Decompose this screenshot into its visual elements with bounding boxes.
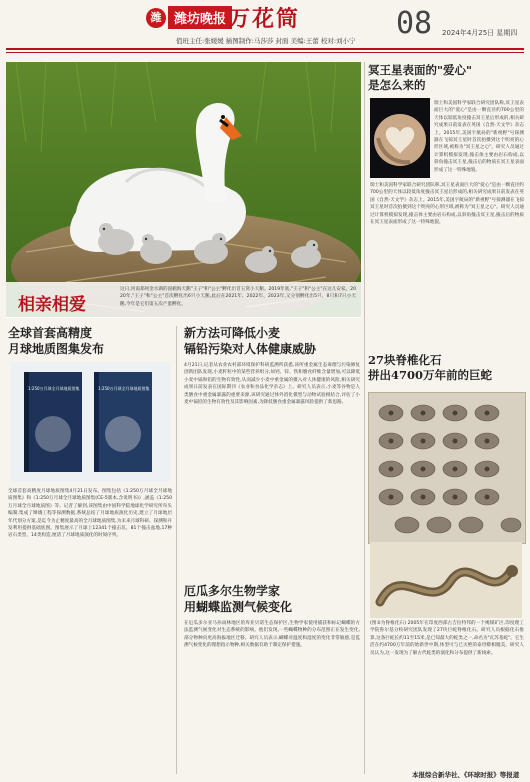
giant-snake-illustration <box>370 542 522 618</box>
swan-photo <box>6 62 361 317</box>
book-title: 1:250万月球全月球地质图集 <box>98 386 150 391</box>
headline-line: 月球地质图集发布 <box>8 342 105 356</box>
page-number: 08 <box>396 6 433 41</box>
photo-caption-text: 这日,河南郑州金水湖的国鹤海天鹅"王子"和"公主"孵化出首五窝小天鹅。2019年底,"王子"和"公主"在这儿安家。2020年,"王子"和"公主"首次孵化出6只小天鹅,此后在2021年、2022年、2023年,又分别孵化出5只、8只和7只小天鹅,今年是它们第五次产蛋孵化。 <box>120 287 356 307</box>
headline-line: 用蝴蝶监测气候变化 <box>184 600 293 614</box>
section-title: 万花筒 <box>228 6 301 32</box>
article-body-pluto-heart-intro: 瑞士和美国科学家联合研究团队称,冥王星表面巨大的"爱心"是由一颗直径约700公里的天体以较低角度撞击冥王星后形成的,相关研究成果日前发表在英国《自然·天文学》杂志上。2015年,美国宇航局的"新视野"号探测器在飞掠冥王星时首次拍摄到这个明亮的心形区域,被称为"冥王星之心"。研究人员通过计算机模拟发现,撞击体主要由岩石构成,以斜角撞击冥王星,撞击后的物质在冥王星表面形成了这一特殊地貌。 <box>434 101 524 173</box>
book-title: 1:250万月球全月球地质图集 <box>28 386 80 391</box>
pluto-image <box>370 98 430 178</box>
swan-photo-illustration <box>6 62 361 317</box>
newspaper-name: 潍坊晚报 <box>168 6 232 29</box>
masthead <box>0 0 530 58</box>
headline-line: 27块脊椎化石 <box>368 353 442 367</box>
staff-credits: 值班主任:张媛媛 插图制作:马莎莎 封面 美编:王蕾 校对:刘小宁 <box>176 37 356 45</box>
newspaper-logo-icon: 潍 <box>146 8 166 28</box>
book-covers <box>10 362 170 482</box>
article-body-pluto-heart: 瑞士和美国科学家联合研究团队称,冥王星表面巨大的"爱心"是由一颗直径约700公里的天体以较低角度撞击冥王星后形成的,相关研究成果日前发表在英国《自然·天文学》杂志上。2015年,美国宇航局的"新视野"号探测器在飞掠冥王星时首次拍摄到这个明亮的心形区域,被称为"冥王星之心"。研究人员通过计算机模拟发现,撞击体主要由岩石构成,以斜角撞击冥王星,撞击后的物质在冥王星表面形成了这一特殊地貌。 <box>370 183 524 226</box>
source-note: 本报综合新华社、《环球时报》等报道 <box>412 771 520 779</box>
article-body-giant-snake <box>370 620 524 768</box>
vertebra-fossils-photo <box>368 392 526 544</box>
headline-line: 全球首套高精度 <box>8 326 93 340</box>
headline-line: 冥王星表面的"爱心" <box>368 63 472 77</box>
header-divider <box>6 48 524 50</box>
issue-date: 2024年4月25日 星期四 <box>442 29 518 37</box>
header-divider-thin <box>6 52 524 53</box>
headline-line: 是怎么来的 <box>368 78 426 92</box>
article-body-lunar-atlas: 全球首套高精度月球地质图集4月21日发布。图集包括《1:250万月球全月球地质图集》和《1:250万月球全月球地质图集(CE-5版本,含说明书)》,涵盖《1:250万月球全月球地质图》等。记者了解到,该图集由中国科学院地球化学研究所牵头编制,集成了嫦娥工程等探测数据,系统总结了月球地质演化历史,建立了月球地层年代划分方案,是迄今为止精度最高的全月球地质图集,为未来月球科研、探测和开发利用提供基础底图。图集展示了月球上12341个撞击坑、81个撞击盆地,17种岩石类型、14类构造,厘清了月球地质演化的时间序列。 <box>8 489 172 539</box>
headline-line: 拼出4700万年前的巨蛇 <box>368 368 493 382</box>
headline-wheat-cadmium <box>184 325 359 357</box>
column-divider <box>364 62 365 774</box>
headline-pluto-heart <box>368 63 528 93</box>
column-divider <box>176 326 177 774</box>
article-text: 2005年在印度西部古吉拉特邦的一个褐煤矿区,印度理工学院鲁尔基分校研究团队发现了27块巨蛇脊椎化石。研究人员根据化石推算,这条巨蛇长约11至15米,是已知最大的蛇类之一,命名为"瓦苏基蛇"。它生活在约4700万年前的始新世中期,体型可与已灭绝的泰坦蟒相媲美。研究人员认为,这一发现为了解古代蛇类的演化和分布提供了新线索。 <box>370 621 524 656</box>
headline-line: 镉铅污染对人体健康威胁 <box>184 342 317 356</box>
vertebra-fossils-illustration <box>369 393 525 543</box>
lunar-atlas-books-photo <box>10 362 170 482</box>
headline-line: 新方法可降低小麦 <box>184 326 281 340</box>
pluto-illustration <box>370 98 430 178</box>
headline-giant-snake <box>368 353 528 383</box>
headline-ecuador-butterflies <box>184 583 359 615</box>
photo-caption-title: 相亲相爱 <box>18 295 86 315</box>
headline-lunar-atlas <box>8 325 173 357</box>
snake-reconstruction <box>370 542 522 618</box>
article-body-wheat-cadmium: 4月21日,记者从农业农村部环境保护科研监测所获悉,该所重金属生态毒理与污染修复创新团队发现,小麦籽粒中的某些营养组分,如钙、锌、铁和膳食纤维含量增加,可以降低小麦中镉和铅的生物有效性,从而减少小麦中重金属的摄入对人体健康的风险,相关研究成果日前发表在国际期刊《农业和食品化学杂志》上。研究人员表示,小麦等谷物是人类膳食中重金属暴露的重要来源,该研究通过体外消化模型与动物试验相结合,评估了小麦中镉铅的生物有效性及其影响因素,为降低膳食重金属暴露风险提供了新思路。 <box>184 363 360 406</box>
article-body-ecuador-butterflies: 在厄瓜多尔亚马孙雨林地区的库亚贝诺生态保护区,生物学家使用捕获和标记蝴蝶的方法监测气候变化对生态系统的影响。他们发现,一些蝴蝶物种的分布范围正在发生变化,部分物种向更高海拔地区迁移。研究人员表示,蝴蝶对温度和湿度的变化非常敏感,是监测气候变化的理想指示物种,相关数据有助于制定保护措施。 <box>184 621 360 649</box>
headline-line: 厄瓜多尔生物学家 <box>184 584 281 598</box>
fossil-figure-label: (图②为脊椎化石) <box>370 621 407 626</box>
